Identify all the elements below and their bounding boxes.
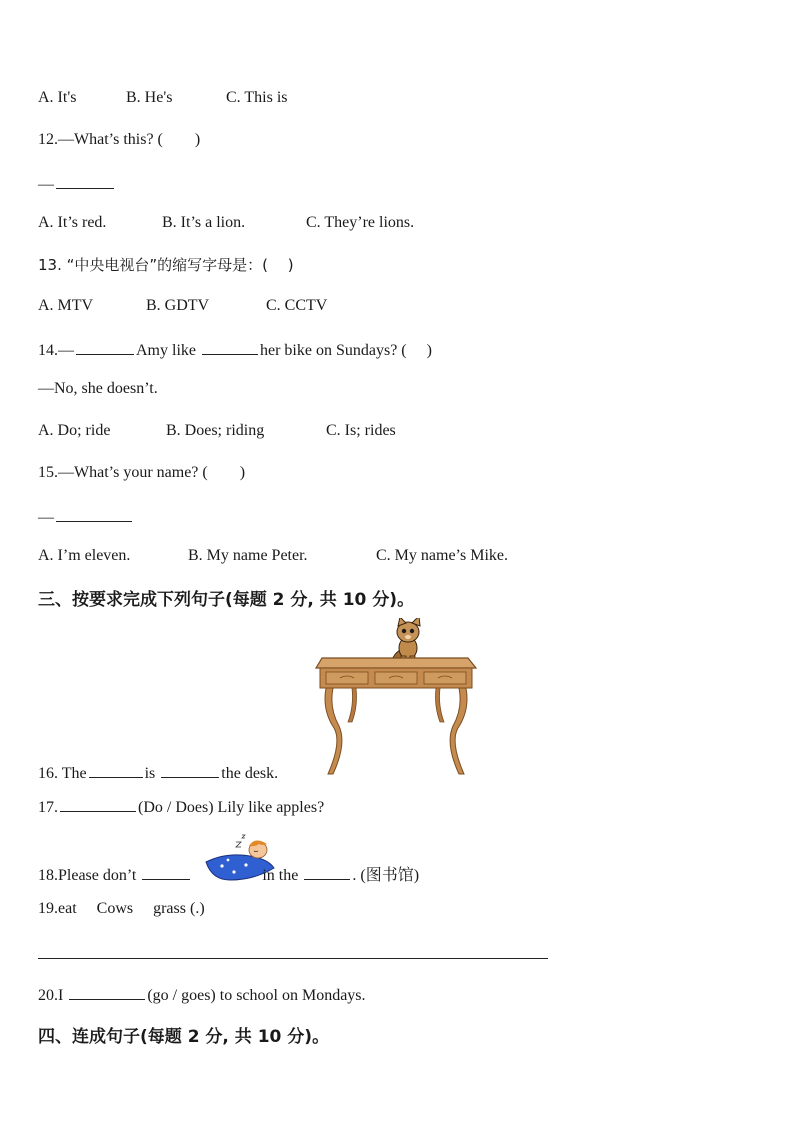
q14-blank-1[interactable] — [76, 338, 134, 355]
q18-prefix: 18.Please don’t — [38, 867, 137, 884]
q13-options — [38, 296, 327, 316]
q12-option-b: B. It’s a lion. — [162, 214, 246, 231]
q13-option-a: A. MTV — [38, 297, 94, 314]
q14-blank-2[interactable] — [202, 338, 258, 355]
q12-option-a: A. It’s red. — [38, 214, 107, 231]
q15-option-b: B. My name Peter. — [188, 547, 308, 564]
q12-answer — [38, 172, 116, 195]
q11-option-c: C. This is — [226, 89, 288, 106]
q18-blank-1[interactable] — [142, 863, 190, 880]
q11-option-a: A. It's — [38, 89, 77, 106]
q14-suffix: her bike on Sundays? ( ) — [260, 342, 432, 359]
q15-option-a: A. I’m eleven. — [38, 547, 131, 564]
section-3-heading: 三、按要求完成下列句子(每题 2 分, 共 10 分)。 — [38, 590, 415, 610]
q15-dash: — — [38, 509, 54, 526]
q13-stem: 13. “中央电视台”的缩写字母是：( ) — [38, 256, 294, 274]
cat-on-desk-illustration — [312, 618, 480, 776]
q19-answer-line[interactable] — [38, 958, 548, 959]
q12-blank[interactable] — [56, 172, 114, 189]
q14-option-a: A. Do; ride — [38, 422, 111, 439]
q12-options — [38, 213, 414, 233]
q20-blank[interactable] — [69, 983, 145, 1000]
q16-blank-2[interactable] — [161, 761, 219, 778]
q14-options — [38, 421, 396, 441]
q14-middle: Amy like — [136, 342, 196, 359]
q13-option-c: C. CCTV — [266, 297, 328, 314]
q16-middle: is — [144, 765, 156, 782]
q16 — [38, 761, 278, 784]
q14-option-c: C. Is; rides — [326, 422, 396, 439]
q18-suffix: . (图书馆) — [352, 867, 420, 884]
q17-blank[interactable] — [60, 795, 136, 812]
q15-answer — [38, 505, 134, 528]
q15-stem: 15.—What’s your name? ( ) — [38, 464, 246, 481]
cat-icon — [392, 618, 420, 663]
q14-reply: —No, she doesn’t. — [38, 380, 158, 397]
q15-options — [38, 546, 508, 566]
q12-stem: 12.—What’s this? ( ) — [38, 131, 201, 148]
q15-option-c: C. My name’s Mike. — [376, 547, 508, 564]
q17 — [38, 795, 324, 818]
q12-option-c: C. They’re lions. — [306, 214, 415, 231]
q14-option-b: B. Does; riding — [166, 422, 265, 439]
section-4-heading: 四、连成句子(每题 2 分, 共 10 分)。 — [38, 1027, 330, 1047]
q11-options — [38, 88, 288, 108]
q12-dash: — — [38, 176, 54, 193]
q18 — [38, 863, 419, 886]
q16-blank-1[interactable] — [89, 761, 143, 778]
q16-suffix: the desk. — [221, 765, 279, 782]
q20-prefix: 20.I — [38, 987, 64, 1004]
q13-option-b: B. GDTV — [146, 297, 210, 314]
q15-blank[interactable] — [56, 505, 132, 522]
q17-suffix: (Do / Does) Lily like apples? — [138, 799, 325, 816]
q17-prefix: 17. — [38, 799, 58, 816]
q11-option-b: B. He's — [126, 89, 173, 106]
q18-blank-2[interactable] — [304, 863, 350, 880]
q20 — [38, 983, 366, 1006]
q18-middle: in the — [262, 867, 299, 884]
q20-suffix: (go / goes) to school on Mondays. — [147, 987, 366, 1004]
q16-prefix: 16. The — [38, 765, 87, 782]
q14-prefix: 14.— — [38, 342, 74, 359]
q19: 19.eat Cows grass (.) — [38, 900, 205, 917]
q14-stem — [38, 338, 432, 361]
